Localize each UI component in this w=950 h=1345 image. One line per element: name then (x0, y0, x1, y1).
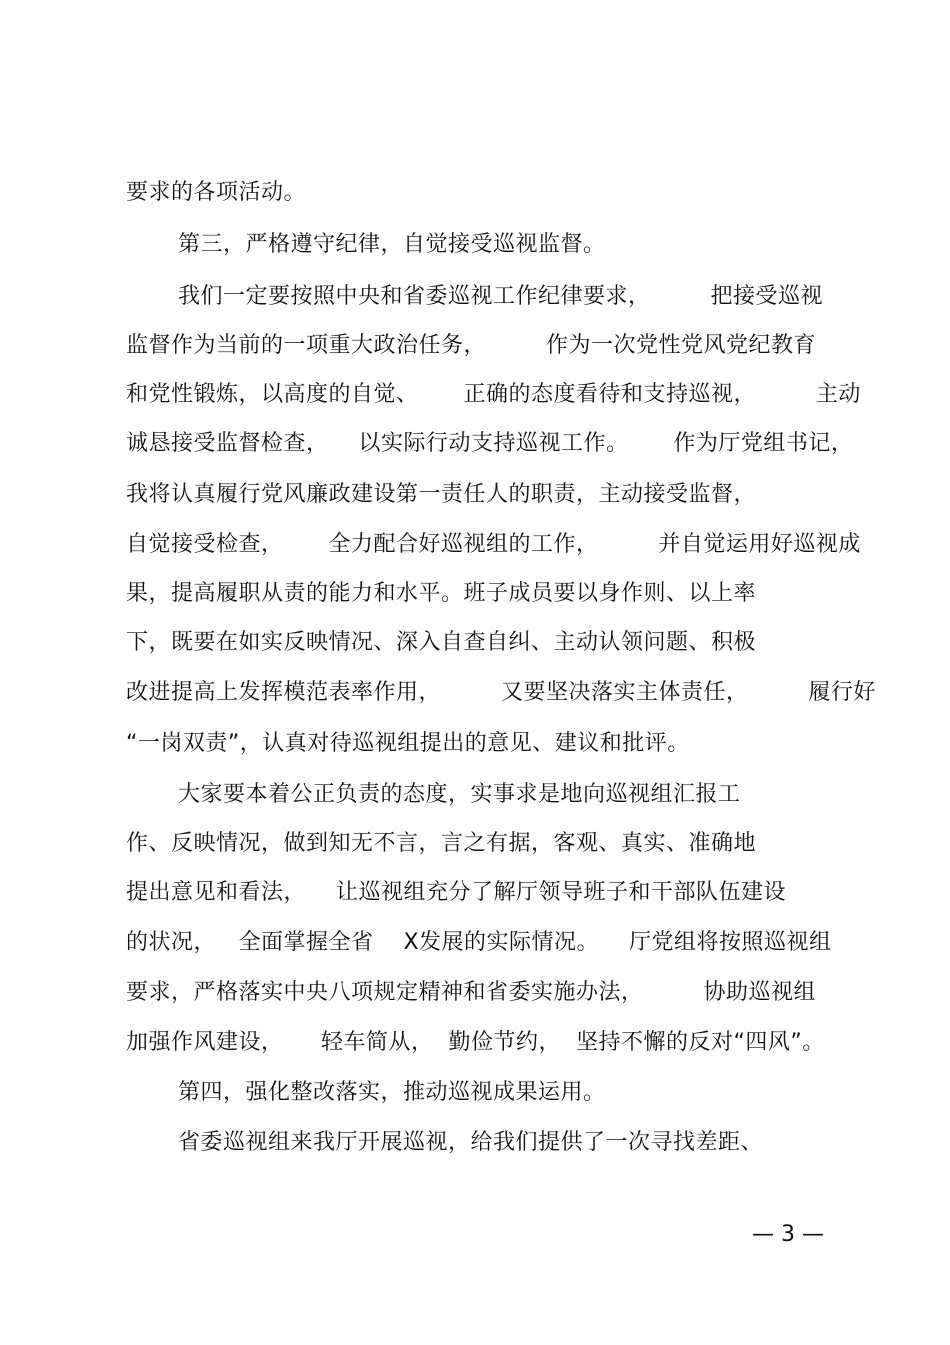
text-line-18: 加强作风建设， 轻车简从， 勤俭节约， 坚持不懈的反对“四风”。 (126, 1030, 825, 1055)
text-line-8: 自觉接受检查， 全力配合好巡视组的工作， 并自觉运用好巡视成 (126, 532, 861, 557)
text-line-16: 的状况， 全面掌握全省 X发展的实际情况。 厅党组将按照巡视组 (126, 930, 832, 955)
text-line-6: 诚恳接受监督检查， 以实际行动支持巡视工作。 作为厅党组书记， (126, 431, 854, 456)
text-line-4: 监督作为当前的一项重大政治任务， 作为一次党性党风党纪教育 (126, 333, 816, 358)
text-line-5: 和党性锻炼，以高度的自觉、 正确的态度看待和支持巡视， 主动 (126, 382, 861, 407)
text-line-10: 下，既要在如实反映情况、深入自查自纠、主动认领问题、积极 (126, 630, 757, 655)
text-line-11: 改进提高上发挥模范表率作用， 又要坚决落实主体责任， 履行好 (126, 680, 876, 705)
section-heading-fourth: 第四，强化整改落实，推动巡视成果运用。 (178, 1080, 606, 1105)
text-line-9: 果，提高履职从责的能力和水平。班子成员要以身作则、以上率 (126, 581, 757, 606)
text-line-14: 作、反映情况，做到知无不言，言之有据，客观、真实、准确地 (126, 831, 757, 856)
text-line-17: 要求，严格落实中央八项规定精神和省委实施办法， 协助巡视组 (126, 980, 816, 1005)
text-line-12: “一岗双责”，认真对待巡视组提出的意见、建议和批评。 (126, 731, 690, 756)
text-line-7: 我将认真履行党风廉政建设第一责任人的职责，主动接受监督， (126, 482, 757, 507)
page-number: — 3 — (752, 1222, 824, 1247)
text-line-20: 省委巡视组来我厅开展巡视，给我们提供了一次寻找差距、 (178, 1130, 764, 1155)
text-line-13: 大家要本着公正负责的态度，实事求是地向巡视组汇报工 (178, 782, 741, 807)
text-line-15: 提出意见和看法， 让巡视组充分了解厅领导班子和干部队伍建设 (126, 880, 786, 905)
section-heading-third: 第三，严格遵守纪律，自觉接受巡视监督。 (178, 232, 606, 257)
text-line-1: 要求的各项活动。 (126, 180, 307, 205)
text-line-3: 我们一定要按照中央和省委巡视工作纪律要求， 把接受巡视 (178, 284, 823, 309)
